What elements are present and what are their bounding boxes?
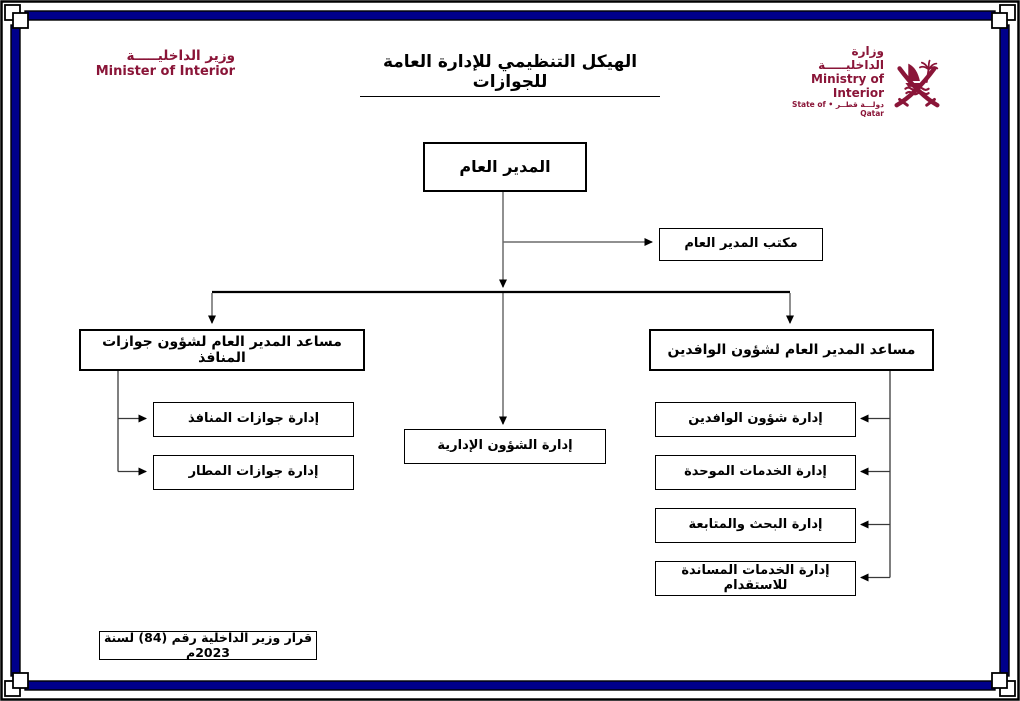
org-box-search-followup-dept: إدارة البحث والمتابعة — [655, 508, 856, 543]
org-box-director-general-office: مكتب المدير العام — [659, 228, 823, 261]
org-box-expatriates-affairs-dept: إدارة شؤون الوافدين — [655, 402, 856, 437]
decree-reference-box: قرار وزير الداخلية رقم (84) لسنة 2023م — [99, 631, 317, 660]
org-box-ports-passports-dept: إدارة جوازات المنافذ — [153, 402, 354, 437]
qatar-moi-emblem-icon — [886, 49, 948, 113]
ministry-logo-english: Ministry of Interior — [811, 72, 884, 100]
minister-wordmark-english: Minister of Interior — [95, 64, 235, 79]
page-title: الهيكل التنظيمي للإدارة العامة للجوازات — [360, 52, 660, 97]
minister-wordmark-arabic: وزير الداخليـــــة — [126, 48, 235, 64]
org-box-assistant-expatriates: مساعد المدير العام لشؤون الوافدين — [649, 329, 934, 371]
org-box-director-general: المدير العام — [423, 142, 587, 192]
ministry-logo-subline: دولـــة قطــر • State of Qatar — [792, 100, 884, 118]
org-box-recruitment-support-services-dept: إدارة الخدمات المساندة للاستقدام — [655, 561, 856, 596]
org-box-airport-passports-dept: إدارة جوازات المطار — [153, 455, 354, 490]
org-box-unified-services-dept: إدارة الخدمات الموحدة — [655, 455, 856, 490]
ministry-of-interior-logo — [786, 44, 948, 118]
ministry-logo-arabic: وزارة الداخليـــــة — [818, 44, 884, 72]
org-box-assistant-ports-passports: مساعد المدير العام لشؤون جوازات المنافذ — [79, 329, 365, 371]
org-box-administrative-affairs: إدارة الشؤون الإدارية — [404, 429, 606, 464]
minister-of-interior-wordmark — [95, 48, 235, 79]
